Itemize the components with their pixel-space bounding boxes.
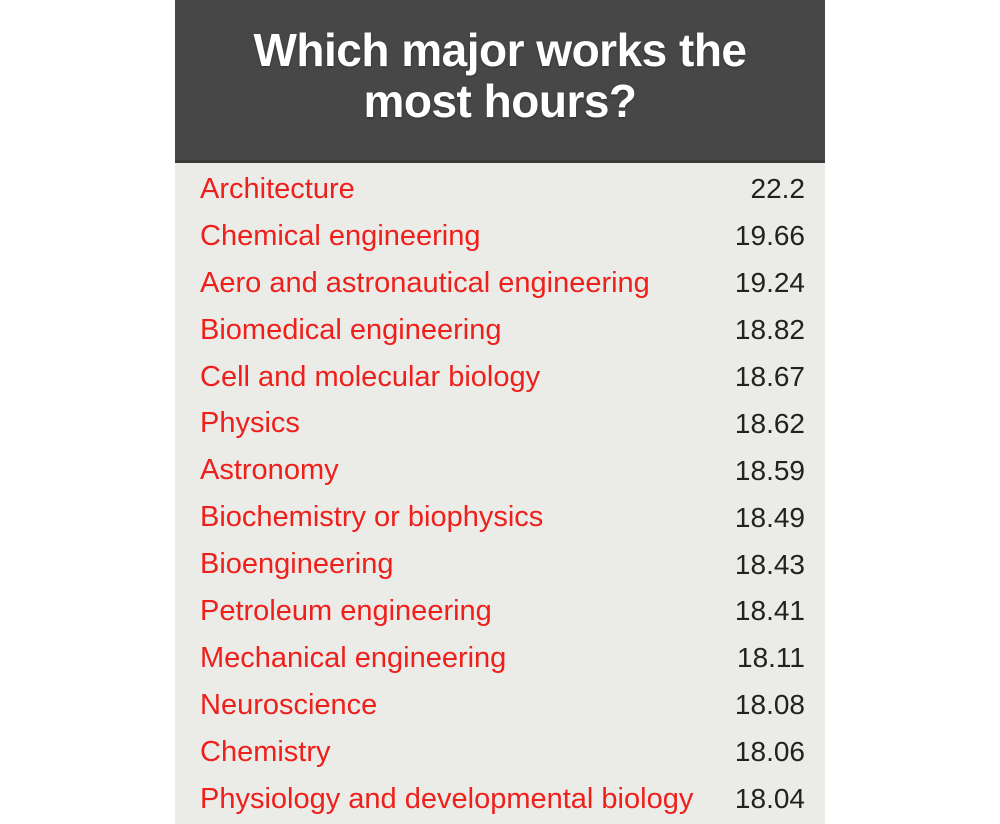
table-row [175,541,825,588]
hours-value: 22.2 [750,173,805,205]
table-row [175,166,825,213]
hours-value: 18.59 [734,454,805,486]
major-label: Chemistry [200,735,331,768]
table-row [175,354,825,401]
table-row [175,213,825,260]
hours-value: 18.62 [734,407,805,439]
hours-value: 19.24 [734,267,805,299]
hours-value: 18.06 [734,736,805,768]
infographic-card [175,0,825,824]
hours-value: 18.11 [737,642,805,674]
major-label: Bioengineering [200,548,394,581]
hours-value: 19.66 [734,220,805,252]
hours-value: 18.04 [734,783,805,815]
table-row [175,682,825,729]
majors-table [175,163,825,822]
major-label: Astronomy [200,454,339,487]
table-row [175,494,825,541]
table-row [175,729,825,776]
hours-value: 18.67 [734,361,805,392]
major-label: Biochemistry or biophysics [200,501,544,534]
chart-title: Which major works the most hours? [253,24,747,127]
major-label: Petroleum engineering [200,594,492,627]
table-row [175,635,825,682]
major-label: Neuroscience [200,688,378,721]
hours-value: 18.49 [734,501,805,533]
major-label: Physiology and developmental biology [200,782,694,815]
hours-value: 18.41 [734,595,805,627]
hours-value: 18.82 [734,314,805,346]
hours-value: 18.08 [734,689,805,721]
table-row [175,260,825,307]
major-label: Cell and molecular biology [200,360,541,393]
table-row [175,588,825,635]
major-label: Aero and astronautical engineering [200,266,650,299]
major-label: Chemical engineering [200,219,481,252]
major-label: Mechanical engineering [200,641,507,674]
table-row [175,447,825,494]
major-label: Biomedical engineering [200,313,502,346]
table-row [175,400,825,447]
major-label: Architecture [200,172,355,205]
card-header [175,0,825,163]
table-row [175,307,825,354]
hours-value: 18.43 [734,548,805,580]
table-row [175,776,825,823]
major-label: Physics [200,407,300,440]
